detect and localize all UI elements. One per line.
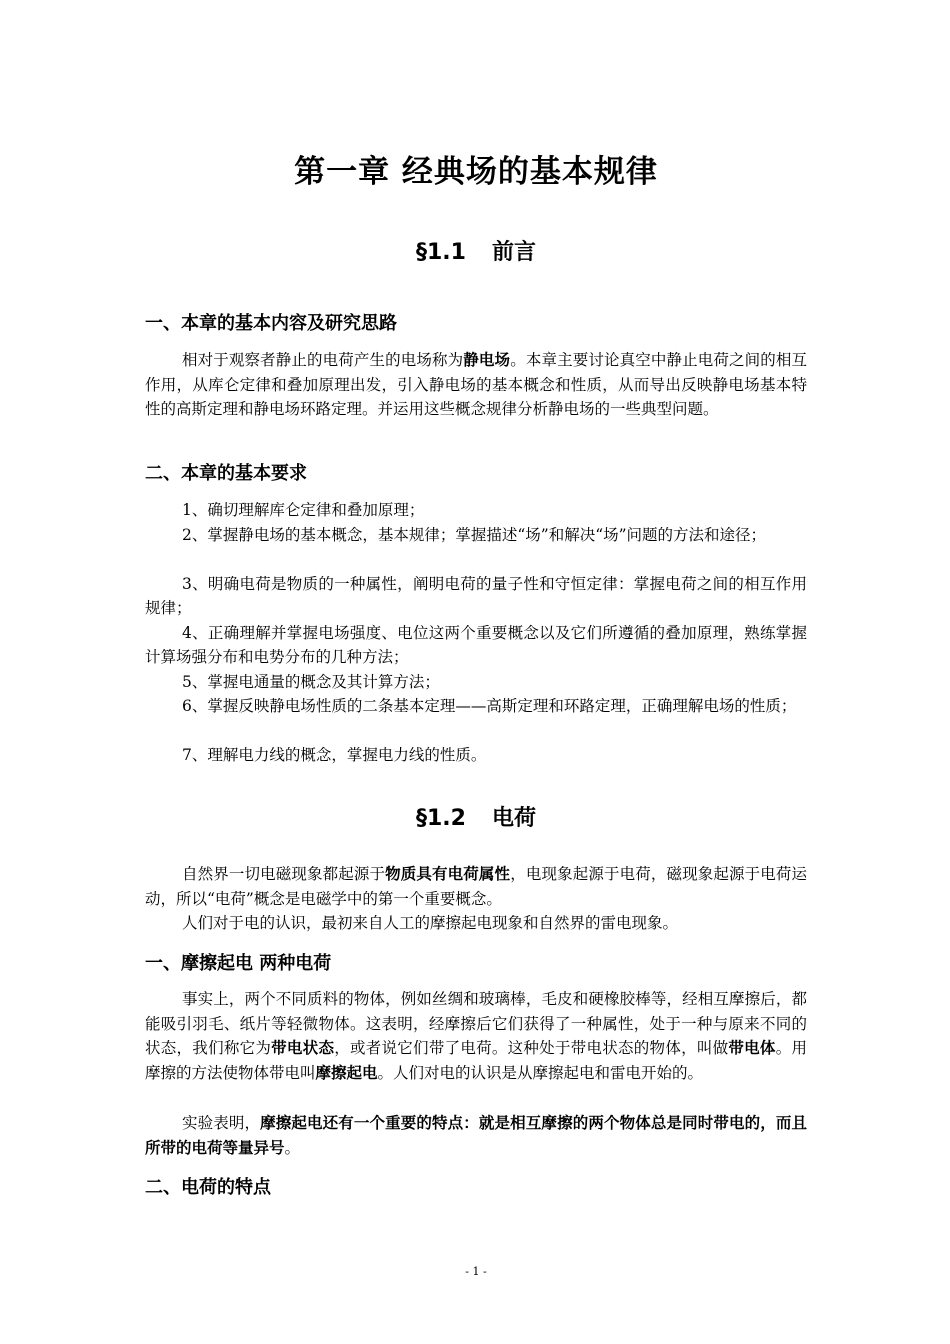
term-electrostatic-field: 静电场 [463, 350, 511, 369]
document-page [145, 0, 807, 1344]
term-charged-body: 带电体 [728, 1038, 776, 1057]
paragraph-intro: 相对于观察者静止的电荷产生的电场称为静电场。本章主要讨论真空中静止电荷之间的相互作用，从库仑定律和叠加原理出发，引入静电场的基本概念和性质，从而导出反映静电场基本特性的高斯定理和静电场环路定理。并运用这些概念规律分析静电场的一些典型问题。 [145, 350, 807, 418]
requirement-item: 5、掌握电通量的概念及其计算方法； [182, 672, 440, 691]
requirement-item: 1、确切理解库仑定律和叠加原理； [182, 501, 425, 519]
chapter-title: 第一章 经典场的基本规律 [294, 154, 658, 190]
paragraph-friction: 事实上，两个不同质料的物体，例如丝绸和玻璃棒，毛皮和硬橡胶棒等，经相互摩擦后，都能吸引羽毛、纸片等轻微物体。这表明，经摩擦后它们获得了一种属性，处于一种与原来不同的状态，我们称它为带电状态，或者说它们带了电荷。这种处于带电状态的物体，叫做带电体。用摩擦的方法使物体带电叫摩擦起电。人们对电的认识是从摩擦起电和雷电开始的。 [145, 990, 807, 1082]
section-name: 前言 [491, 240, 536, 265]
term-friction-feature: 摩擦起电还有一个重要的特点：就是相互摩擦的两个物体总是同时带电的，而且所带的电荷等量异号 [145, 1113, 807, 1157]
section-title-1-2 [145, 802, 807, 836]
heading-requirements: 二、本章的基本要求 [145, 463, 307, 484]
section-number: §1.1 [416, 240, 466, 265]
paragraph-origin: 自然界一切电磁现象都起源于物质具有电荷属性，电现象起源于电荷，磁现象起源于电荷运动，所以“电荷”概念是电磁学中的第一个重要概念。 [145, 864, 807, 908]
term-charge-property: 物质具有电荷属性 [385, 864, 511, 883]
page-number: - 1 - [465, 1265, 487, 1278]
section-name: 电荷 [491, 806, 536, 831]
heading-charge-characteristics: 二、电荷的特点 [145, 1177, 271, 1198]
heading-friction-electrification: 一、摩擦起电 两种电荷 [145, 953, 332, 974]
requirement-item: 7、理解电力线的概念，掌握电力线的性质。 [182, 746, 487, 764]
section-title-1-1 [145, 236, 807, 270]
heading-basic-content: 一、本章的基本内容及研究思路 [145, 313, 397, 334]
requirement-item: 4、正确理解并掌握电场强度、电位这两个重要概念以及它们所遵循的叠加原理，熟练掌握计算场强分布和电势分布的几种方法； [145, 623, 807, 666]
requirement-item: 3、明确电荷是物质的一种属性，阐明电荷的量子性和守恒定律：掌握电荷之间的相互作用规律； [145, 574, 807, 617]
term-charged-state: 带电状态 [271, 1038, 335, 1057]
paragraph-recognition: 人们对于电的认识，最初来自人工的摩擦起电现象和自然界的雷电现象。 [182, 914, 679, 932]
requirement-item: 6、掌握反映静电场性质的二条基本定理——高斯定理和环路定理，正确理解电场的性质； [182, 697, 797, 715]
paragraph-experiment: 实验表明，摩擦起电还有一个重要的特点：就是相互摩擦的两个物体总是同时带电的，而且所带的电荷等量异号。 [145, 1113, 807, 1157]
term-friction-electrification: 摩擦起电 [315, 1062, 378, 1082]
section-number: §1.2 [416, 806, 466, 831]
requirement-item: 2、掌握静电场的基本概念，基本规律；掌握描述“场”和解决“场”问题的方法和途径； [182, 525, 767, 544]
